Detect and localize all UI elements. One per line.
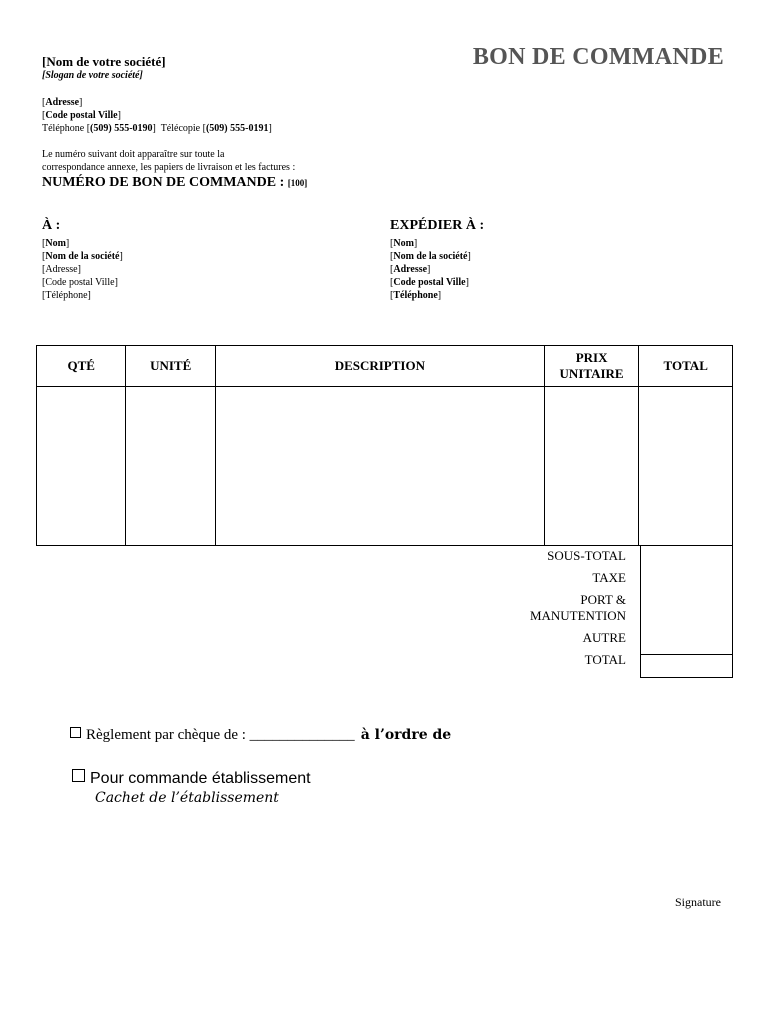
to-heading: À : [42, 218, 61, 233]
establishment-order-line [72, 769, 311, 788]
notice-line-1: Le numéro suivant doit apparaître sur toute la [42, 149, 225, 160]
total-label: TOTAL [584, 652, 626, 667]
sender-phone: (509) 555-0190 [90, 123, 153, 134]
ship-to-heading: EXPÉDIER À : [390, 218, 485, 233]
ship-to-company: Nom de la société [393, 251, 468, 262]
shipping-label-1: PORT & [580, 592, 626, 607]
to-address-block: [Nom] [Nom de la société] [Adresse] [Code postal Ville] [Téléphone] [42, 238, 123, 301]
to-phone: Téléphone [45, 290, 88, 301]
po-number-value: [100] [287, 178, 308, 188]
po-number [42, 175, 307, 191]
cell-qty[interactable] [37, 387, 126, 546]
po-notice [42, 148, 372, 174]
sender-city: Code postal Ville [45, 110, 118, 121]
col-header-unit: UNITÉ [126, 346, 216, 387]
establishment-checkbox[interactable] [72, 769, 85, 782]
ship-to-name: Nom [393, 238, 414, 249]
to-company: Nom de la société [45, 251, 120, 262]
totals-labels [426, 548, 626, 668]
company-name: [Nom de votre société] [42, 54, 166, 69]
ship-to-city: Code postal Ville [393, 277, 466, 288]
sender-address-block: [Adresse] [Code postal Ville] Téléphone [(509) 555-0190] Télécopie [(509) 555-0191] [42, 97, 272, 134]
cell-description[interactable] [215, 387, 544, 546]
to-city: Code postal Ville [45, 277, 115, 288]
cell-unit-price[interactable] [544, 387, 639, 546]
col-header-qty: QTÉ [37, 346, 126, 387]
totals-box[interactable] [640, 546, 733, 678]
shipping-label-2: MANUTENTION [529, 608, 626, 623]
ship-to-address: Adresse [393, 264, 428, 275]
fax-label: Télécopie [160, 123, 201, 134]
col-header-total: TOTAL [639, 346, 733, 387]
signature-label: Signature [675, 895, 721, 909]
establishment-stamp: Cachet de l’établissement [95, 790, 279, 806]
ship-to-address-block: [Nom] [Nom de la société] [Adresse] [Code postal Ville] [Téléphone] [390, 238, 471, 301]
to-name: Nom [45, 238, 66, 249]
establishment-order-text: Pour commande établissement [90, 770, 311, 787]
order-of-text: à l’ordre de [360, 727, 452, 743]
to-address: Adresse [45, 264, 78, 275]
table-header-row [37, 346, 733, 387]
other-label: AUTRE [582, 630, 626, 645]
col-header-description: DESCRIPTION [215, 346, 544, 387]
cell-unit[interactable] [126, 387, 216, 546]
phone-label: Téléphone [42, 123, 85, 134]
unit-price-line-1: PRIX [575, 350, 608, 365]
col-header-unit-price [544, 346, 639, 387]
ship-to-phone: Téléphone [393, 290, 438, 301]
cell-total[interactable] [639, 387, 733, 546]
po-number-label: NUMÉRO DE BON DE COMMANDE : [42, 175, 285, 190]
sender-fax: (509) 555-0191 [205, 123, 269, 134]
company-slogan: [Slogan de votre société] [42, 70, 143, 81]
cheque-text: Règlement par chèque de : ______________ [86, 727, 355, 743]
subtotal-label: SOUS-TOTAL [547, 548, 626, 563]
tax-label: TAXE [592, 570, 626, 585]
document-title: BON DE COMMANDE [472, 44, 724, 70]
table-row [37, 387, 733, 546]
cheque-payment-line [70, 727, 451, 744]
notice-line-2: correspondance annexe, les papiers de livraison et les factures : [42, 162, 296, 173]
unit-price-line-2: UNITAIRE [559, 366, 624, 381]
total-divider [641, 654, 732, 655]
sender-address: Adresse [45, 97, 80, 108]
cheque-checkbox[interactable] [70, 727, 81, 738]
items-table [36, 345, 733, 546]
